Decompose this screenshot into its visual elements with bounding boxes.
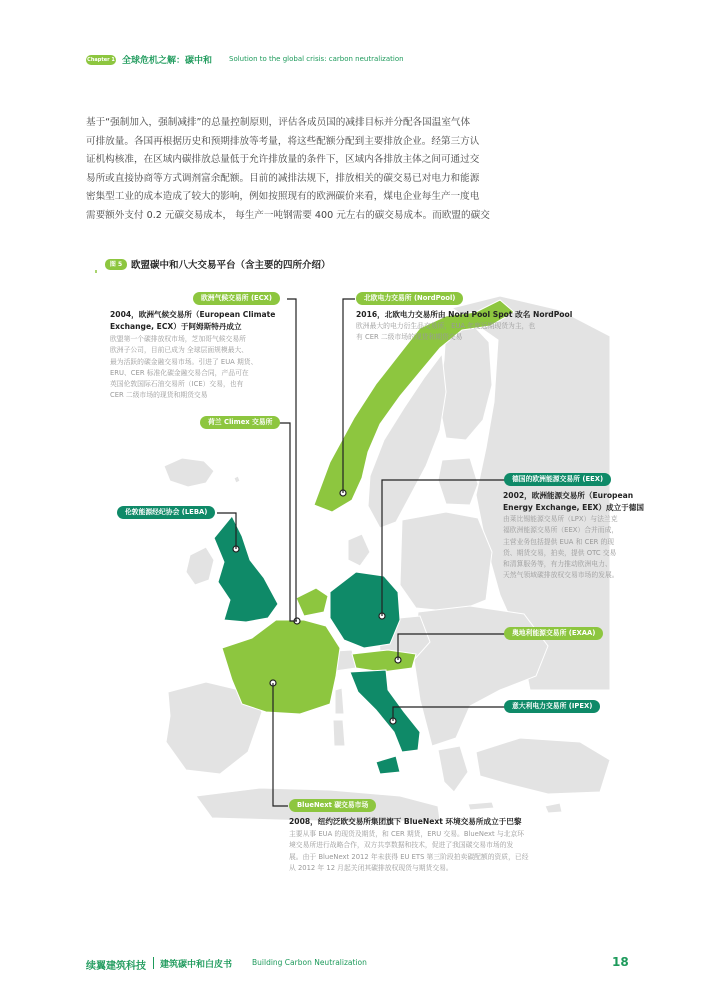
footer-divider: [153, 957, 154, 969]
page-number: 18: [612, 955, 629, 969]
tag-climex: 荷兰 Climex 交易所: [200, 416, 280, 429]
sicily: [376, 756, 400, 774]
figure-badge: 图 5: [105, 259, 127, 270]
baltic-poland-belarus: [400, 512, 492, 612]
cyprus: [545, 803, 562, 813]
tag-exaa: 奥地利能源交易所 (EXAA): [504, 627, 603, 640]
tag-eex: 德国的欧洲能源交易所 (EEX): [504, 473, 611, 486]
crete: [468, 802, 494, 810]
italy: [350, 670, 420, 752]
leader-climex: [276, 423, 297, 621]
iceland: [164, 458, 214, 487]
nordpool-note-title: 2016，北欧电力交易所由 Nord Pool Spot 改名 NordPool: [356, 310, 573, 319]
body-line: 密集型工业的成本造成了较大的影响，例如按照现有的欧洲碳价来看，煤电企业每生产一度电: [86, 191, 480, 203]
body-line: 需要额外支付 0.2 元碳交易成本， 每生产一吨钢需要 400 元左右的碳交易成本。而欧盟的碳交: [86, 209, 490, 221]
tag-nordpool: 北欧电力交易所 (NordPool): [356, 292, 463, 305]
tag-ipex: 意大利电力交易所 (IPEX): [504, 700, 600, 713]
leader-ecx: [287, 299, 296, 621]
body-line: 证机构核准，在区域内碳排放总量低于允许排放量的条件下，区域内各排放主体之间可通过交: [86, 154, 480, 166]
body-paragraph: [86, 114, 600, 226]
figure-title: 欧盟碳中和八大交易平台（含主要的四所介绍）: [131, 260, 331, 271]
austria: [352, 650, 416, 672]
denmark: [348, 534, 370, 566]
ecx-note-body: 欧盟第一个碳排放权市场，芝加哥气候交易所 欧洲子公司，目前已成为 全球层面规模最大、 最为活跃的碳金融交易市场。引进了 EUA 期货、 ERU、CER 标准化碳金融交易合同，产品可在 英国伦敦国际石油交易所（ICE）交易，也有 CER 二级市场的现货和期货交易: [110, 335, 258, 400]
eex-note-title: 2002，欧洲能源交易所（European Energy Exchange, EEX）成立于德国: [503, 491, 644, 512]
chapter-title: 全球危机之解：碳中和: [122, 56, 213, 66]
nordpool-note-body: 欧洲最大的电力衍生品交易所，EUA 年度远期现货为主，也 有 CER 二级市场的现货和期货交易: [356, 322, 536, 342]
turkey: [476, 738, 610, 794]
eex-note-body: 由莱比锡能源交易所（LPX）与法兰克 福欧洲能源交易所（EEX）合并而成， 主营业务包括提供 EUA 和 CER 的现 货、期货交易，拍卖，提供 OTC 交易 和清算服务等，有力推动欧洲电力、 天然气领域碳排放权交易市场的发展。: [503, 515, 619, 580]
tag-ecx: 欧洲气候交易所 (ECX): [193, 292, 280, 305]
corsica-sardinia: [333, 688, 345, 746]
body-line: 可排放量。各国再根据历史和预期排放等考量，将这些配额分配到主要排放企业。经第三方认: [86, 135, 480, 147]
footer-book-title-en: Building Carbon Neutralization: [252, 958, 367, 967]
tag-bluenext: BlueNext 碳交易市场: [289, 799, 376, 812]
body-line: 易所或直接协商等方式调剂富余配额。目前的减排法规下，排放相关的碳交易已对电力和能源: [86, 172, 480, 184]
footer-book-title: 建筑碳中和白皮书: [160, 960, 233, 970]
chapter-title-en: Solution to the global crisis: carbon neutralization: [229, 55, 404, 63]
faroe-islands: [234, 476, 240, 483]
ecx-note-title: 2004，欧洲气候交易所（European Climate Exchange, ECX）于阿姆斯特丹成立: [110, 310, 276, 331]
body-line: 基于“强制加入，强制减排”的总量控制原则，评估各成员国的减排目标并分配各国温室气体: [86, 117, 471, 128]
germany: [330, 572, 400, 648]
united-kingdom: [214, 516, 278, 622]
footer-brand: 续翼建筑科技: [86, 961, 146, 972]
bluenext-note-title: 2008，纽约泛欧交易所集团旗下 BlueNext 环境交易所成立于巴黎: [289, 817, 522, 826]
chapter-badge: Chapter 1: [87, 57, 115, 63]
bluenext-note-body: 主要从事 EUA 的现货及期货，和 CER 期货，ERU 交易。BlueNext 与北京环 境交易所进行战略合作，双方共享数据和技术，促进了我国碳交易市场的发 展。由于 BlueNext 2012 年未获得 EU ETS 第三阶段拍卖碳配额的资质，已经 从 2012 年 12 月起关闭其碳排放权现货与期货交易。: [289, 830, 529, 872]
estonia-latvia: [438, 458, 478, 505]
ireland: [186, 547, 214, 585]
greece: [438, 746, 468, 792]
tag-leba: 伦敦能源经纪协会 (LEBA): [117, 506, 215, 519]
netherlands: [296, 588, 328, 616]
